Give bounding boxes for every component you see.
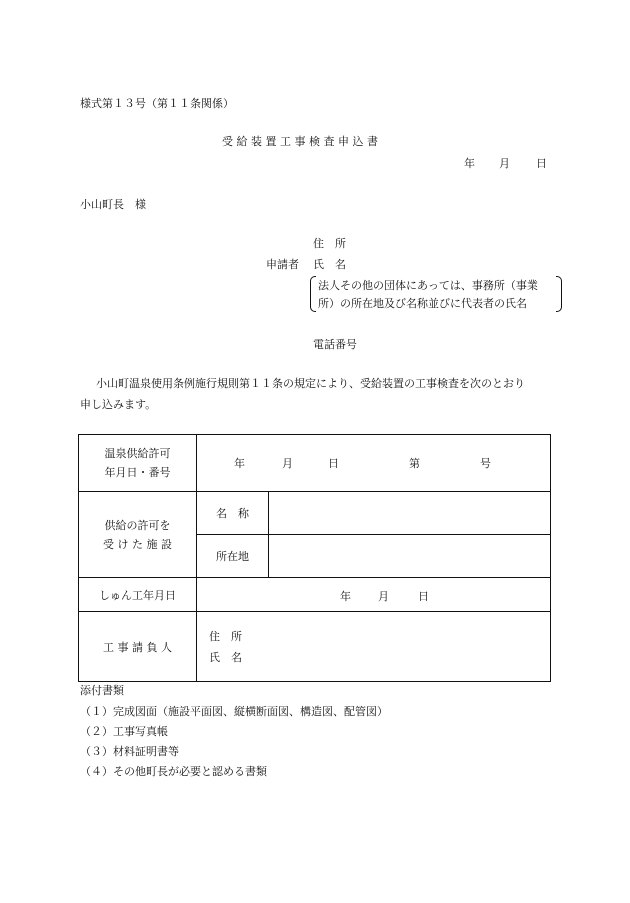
attachments-heading: 添付書類 bbox=[80, 684, 124, 697]
facility-name-label: 名 称 bbox=[197, 492, 269, 535]
permit-row bbox=[79, 435, 551, 492]
completion-value-cell[interactable] bbox=[197, 578, 551, 612]
contractor-address-label: 住 所 bbox=[209, 629, 242, 643]
attachment-item: （２）工事写真帳 bbox=[80, 725, 168, 738]
permit-no-suffix: 号 bbox=[480, 457, 491, 470]
addressee: 小山町長 様 bbox=[80, 198, 146, 211]
facility-location-label: 所在地 bbox=[197, 535, 269, 578]
completion-month-label: 月 bbox=[378, 589, 389, 603]
permit-year-label: 年 bbox=[234, 457, 245, 470]
document-title: 受 給 装 置 工 事 検 査 申 込 書 bbox=[222, 135, 378, 148]
permit-month-label: 月 bbox=[282, 457, 293, 470]
date-day-label: 日 bbox=[536, 157, 547, 170]
permit-no-prefix: 第 bbox=[409, 457, 420, 470]
permit-label-line2: 年月日・番号 bbox=[104, 466, 171, 479]
permit-label-cell bbox=[79, 435, 197, 492]
facility-location-value[interactable] bbox=[269, 535, 551, 578]
facility-name-value[interactable] bbox=[269, 492, 551, 535]
date-year-label: 年 bbox=[464, 157, 475, 170]
inspection-table bbox=[78, 434, 551, 682]
corporation-note bbox=[310, 276, 562, 312]
attachment-item: （１）完成図面（施設平面図、縦横断面図、構造図、配管図） bbox=[80, 705, 388, 718]
left-bracket bbox=[310, 276, 316, 312]
right-bracket bbox=[556, 276, 562, 312]
date-month-label: 月 bbox=[499, 157, 510, 170]
attachment-item: （４）その他町長が必要と認める書類 bbox=[80, 765, 267, 778]
corporation-note-line2: 所）の所在地及び名称並びに代表者の氏名 bbox=[318, 297, 527, 310]
facility-name-row bbox=[79, 492, 551, 535]
contractor-label: 工 事 請 負 人 bbox=[79, 612, 197, 682]
contractor-row bbox=[79, 612, 551, 682]
body-paragraph-line2: 申し込みます。 bbox=[80, 398, 157, 411]
body-paragraph-line1: 小山町温泉使用条例施行規則第１１条の規定により、受給装置の工事検査を次のとおり bbox=[96, 377, 525, 390]
completion-label: しゅん工年月日 bbox=[79, 578, 197, 612]
attachment-item: （３）材料証明書等 bbox=[80, 745, 179, 758]
completion-row bbox=[79, 578, 551, 612]
phone-label: 電話番号 bbox=[313, 338, 357, 351]
applicant-name-label: 氏 名 bbox=[313, 258, 346, 271]
facility-label-line1: 供給の許可を bbox=[104, 518, 171, 532]
applicant-address-label: 住 所 bbox=[313, 237, 346, 250]
form-number: 様式第１３号（第１１条関係） bbox=[80, 97, 234, 110]
completion-day-label: 日 bbox=[418, 589, 429, 603]
corporation-note-line1: 法人その他の団体にあっては、事務所（事業 bbox=[318, 279, 538, 292]
applicant-role-label: 申請者 bbox=[266, 258, 299, 271]
contractor-name-label: 氏 名 bbox=[209, 650, 242, 664]
contractor-value-cell[interactable] bbox=[197, 612, 551, 682]
permit-label-line1: 温泉供給許可 bbox=[104, 447, 171, 460]
facility-label-cell bbox=[79, 492, 197, 578]
facility-label-line2: 受 け た 施 設 bbox=[103, 537, 172, 551]
completion-year-label: 年 bbox=[340, 589, 351, 603]
permit-value-cell[interactable] bbox=[197, 435, 551, 492]
permit-day-label: 日 bbox=[328, 457, 339, 470]
